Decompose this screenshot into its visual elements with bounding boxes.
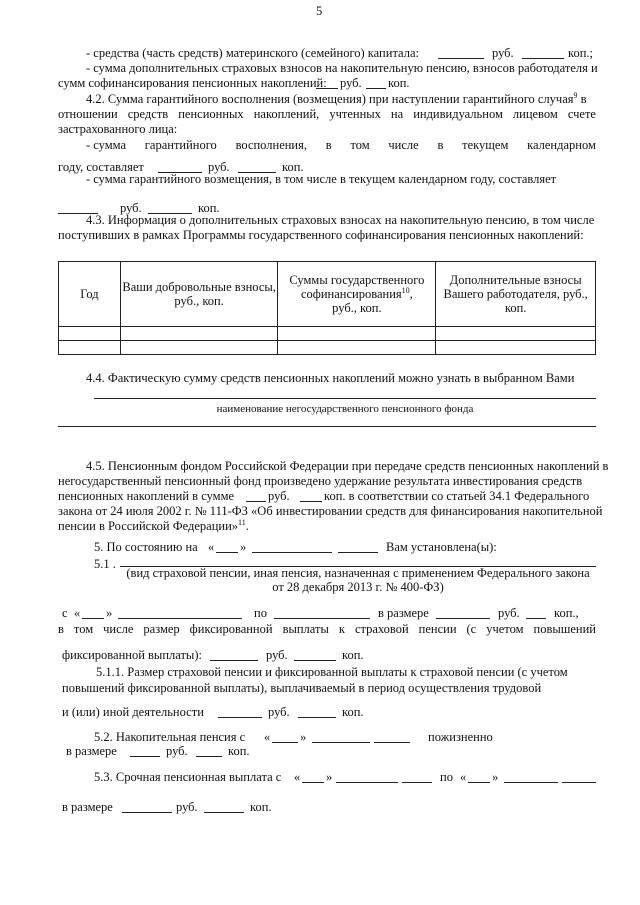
section-5-suffix: Вам установлена(ы):	[386, 540, 497, 554]
section-4-2-text: 4.2. Сумма гарантийного восполнения (возмещения) при наступлении гарантийного случая$^9$ в	[86, 90, 587, 106]
section-5-2-month-blank	[312, 742, 370, 743]
period-to-label: по	[254, 606, 267, 620]
section-5-3-year-blank	[402, 782, 432, 783]
period-day-blank	[82, 618, 104, 619]
insured-person-label: застрахованного лица:	[58, 122, 178, 136]
maternity-kop-blank	[522, 58, 564, 59]
lifetime-label: пожизненно	[428, 730, 493, 744]
section-5-2-quote-close: »	[300, 730, 307, 744]
compensation-kop: коп.	[198, 201, 220, 215]
section-5-3-label: 5.3. Срочная пенсионная выплата с	[94, 770, 282, 784]
section-5-2-quote-open: «	[264, 730, 271, 744]
section-5-3-to-quote-open: «	[460, 770, 467, 784]
withheld-kop-blank	[300, 501, 322, 502]
fixed-payment-label: фиксированной выплаты):	[62, 648, 202, 662]
fixed-rub: руб.	[266, 648, 288, 662]
section-4-5-line4: закона от 24 июля 2002 г. № 111-ФЗ «Об инвестировании средств для финансирования накопительной	[58, 504, 603, 518]
section-5-2-day-blank	[272, 742, 298, 743]
section-5-1-1-line2: повышений фиксированной выплаты), выплачиваемый в период осуществления трудовой	[62, 681, 542, 695]
cofinancing-rub-blank	[316, 88, 338, 89]
section-4-3-text: 4.3. Информация о дополнительных страховых взносах на накопительную пенсию, в том числе	[86, 213, 595, 227]
section-5-3-to-label: по	[440, 770, 453, 784]
section-5-3-to-year-blank	[562, 782, 596, 783]
page-number: 5	[316, 4, 323, 18]
section-4-5-line3a: пенсионных накоплений в сумме	[58, 489, 235, 503]
table-header-row	[59, 262, 596, 327]
maternity-rub-blank	[438, 58, 484, 59]
header-state-cofinancing: Суммы государственного софинансирования$^{10}$, руб., коп.	[278, 262, 436, 327]
fixed-rub-blank	[210, 660, 258, 661]
guarantee-compensation-label: - сумма гарантийного возмещения, в том числе в текущем календарном году, составляет	[86, 172, 557, 186]
maternity-capital-label: - средства (часть средств) материнского (семейного) капитала:	[86, 46, 419, 60]
section-5-2-kop-blank	[196, 756, 222, 757]
section-5-3-rub: руб.	[176, 800, 198, 814]
header-year: Год	[59, 262, 121, 327]
section-5-2-kop: коп.	[228, 744, 250, 758]
working-rub: руб.	[268, 705, 290, 719]
fixed-kop: коп.	[342, 648, 364, 662]
section-5-3-rub-blank	[122, 812, 172, 813]
table-row	[59, 327, 596, 341]
withheld-rub-blank	[246, 501, 266, 502]
section-5-3-to-month-blank	[504, 782, 558, 783]
section-5-2-label: 5.2. Накопительная пенсия с	[94, 730, 246, 744]
maternity-kop: коп.;	[568, 46, 593, 60]
contributions-table	[58, 261, 596, 355]
amount-rub-blank	[436, 618, 490, 619]
fund-name-caption: наименование негосударственного пенсионного фонда	[216, 403, 474, 415]
section-5-quote-close: »	[240, 540, 247, 554]
working-kop: коп.	[342, 705, 364, 719]
section-4-4-text: 4.4. Фактическую сумму средств пенсионных накоплений можно узнать в выбранном Вами	[86, 371, 575, 385]
year-kop: коп.	[282, 160, 304, 174]
period-quote-close: »	[106, 606, 113, 620]
guarantee-restoration-line: - сумма гарантийного восполнения, в том числе в текущем календарном	[86, 138, 596, 152]
section-4-5-line5: пенсии в Российской Федерации»$^{11}$.	[58, 517, 249, 533]
section-5-3-kop-blank	[204, 812, 244, 813]
cofinancing-label: сумм софинансирования пенсионных накоплений:	[58, 76, 327, 90]
compensation-rub: руб.	[120, 201, 142, 215]
amount-kop-blank	[526, 618, 546, 619]
period-to-blank	[274, 618, 370, 619]
header-voluntary: Ваши добровольные взносы, руб., коп.	[120, 262, 278, 327]
amount-rub: руб.	[498, 606, 520, 620]
section-4-3-line2: поступивших в рамках Программы государственного софинансирования пенсионных накоплений:	[58, 228, 584, 242]
section-5-3-to-day-blank	[468, 782, 490, 783]
section-5-2-rub: руб.	[166, 744, 188, 758]
section-5-year-blank	[338, 552, 378, 553]
withheld-rub: руб.	[268, 489, 290, 503]
section-5-3-amount-label: в размере	[62, 800, 113, 814]
period-from-label: с	[62, 606, 68, 620]
cofinancing-rub: руб.	[340, 76, 362, 90]
section-5-month-blank	[252, 552, 332, 553]
working-rub-blank	[218, 717, 262, 718]
cofinancing-kop-blank	[366, 88, 386, 89]
section-5-3-quote-open: «	[294, 770, 301, 784]
section-5-2-year-blank	[374, 742, 410, 743]
item-5-1: 5.1 .	[94, 557, 116, 571]
amount-kop: коп.,	[554, 606, 579, 620]
additional-contributions-label: - сумма дополнительных страховых взносов на накопительную пенсию, взносов работодателя и	[86, 61, 598, 75]
period-month-blank	[118, 618, 242, 619]
section-5-2-amount-label: в размере	[66, 744, 117, 758]
pension-type-caption-1: (вид страховой пенсии, иная пенсия, назначенная с применением Федерального закона	[126, 566, 590, 580]
fixed-payment-line: в том числе размер фиксированной выплаты к страховой пенсии (с учетом повышений	[58, 622, 596, 636]
section-5-1-1-line3: и (или) иной деятельности	[62, 705, 204, 719]
section-4-5-line1: 4.5. Пенсионным фондом Российской Федерации при передаче средств пенсионных накоплений в	[86, 459, 609, 473]
fixed-kop-blank	[294, 660, 336, 661]
cofinancing-kop: коп.	[388, 76, 410, 90]
section-4-2-line2: отношении средств пенсионных накоплений, учтенных на индивидуальном лицевом счете	[58, 107, 596, 121]
section-4-5-line3c: коп. в соответствии со статьей 34.1 Федерального	[324, 489, 590, 503]
section-5-3-month-blank	[336, 782, 398, 783]
section-5-3-day-blank	[302, 782, 324, 783]
maternity-rub: руб.	[492, 46, 514, 60]
section-5-quote-open: «	[208, 540, 215, 554]
section-5-3-quote-close: »	[326, 770, 333, 784]
fund-name-blank	[94, 398, 596, 399]
section-5-prefix: 5. По состоянию на	[94, 540, 198, 554]
section-5-1-1-line1: 5.1.1. Размер страховой пенсии и фиксированной выплаты к страховой пенсии (с учетом	[96, 665, 568, 679]
header-employer: Дополнительные взносы Вашего работодателя, руб., коп.	[436, 262, 596, 327]
section-5-day-blank	[216, 552, 238, 553]
section-5-2-rub-blank	[130, 756, 160, 757]
section-5-3-to-quote-close: »	[492, 770, 499, 784]
year-rub: руб.	[208, 160, 230, 174]
amount-label: в размере	[378, 606, 429, 620]
period-quote-open: «	[74, 606, 81, 620]
section-5-3-kop: коп.	[250, 800, 272, 814]
year-amount-label: году, составляет	[58, 160, 144, 174]
working-kop-blank	[298, 717, 336, 718]
fund-name-blank-2	[58, 426, 596, 427]
table-row	[59, 341, 596, 355]
section-4-5-line2: негосударственный пенсионный фонд произведено удержание результата инвестирования средств	[58, 474, 583, 488]
pension-type-caption-2: от 28 декабря 2013 г. № 400-ФЗ)	[272, 580, 444, 594]
